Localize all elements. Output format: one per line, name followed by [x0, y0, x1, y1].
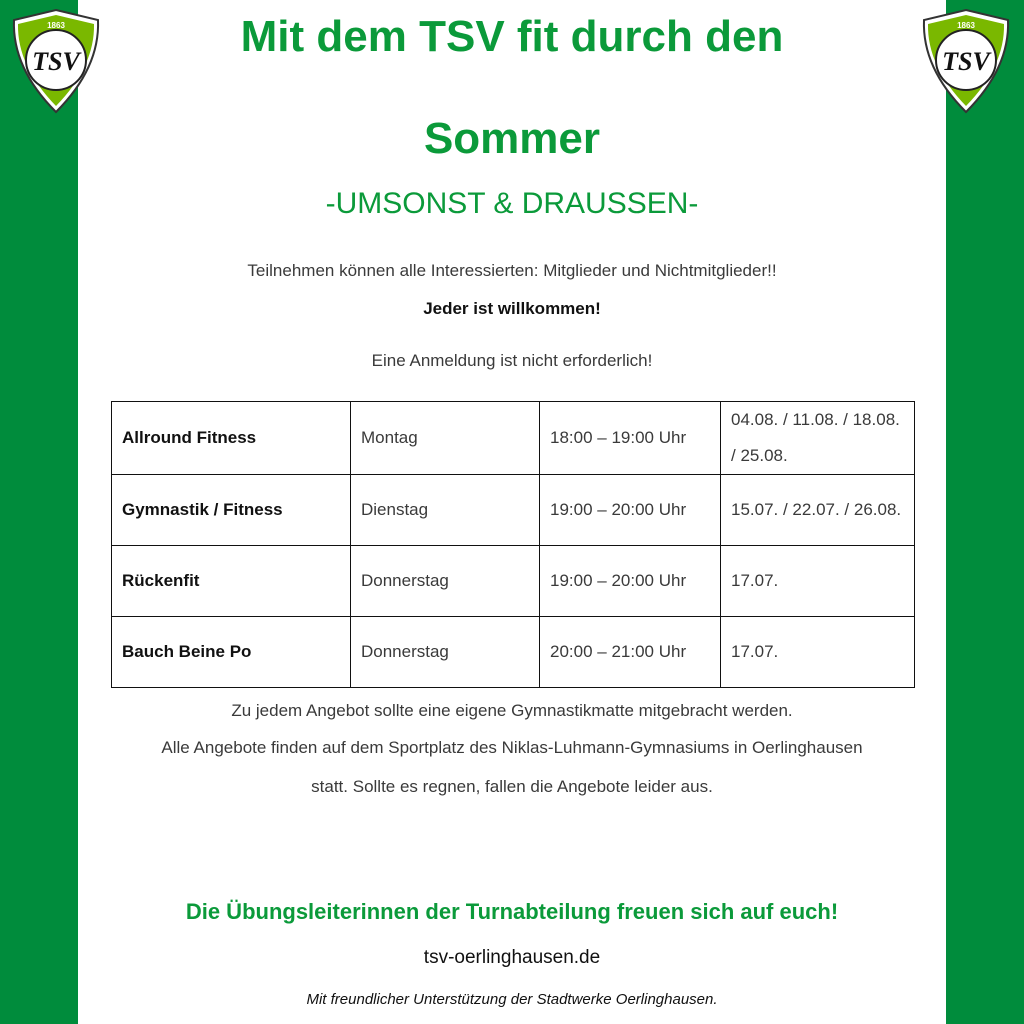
course-day: Dienstag: [351, 475, 540, 546]
svg-text:1863: 1863: [47, 21, 65, 30]
svg-text:TSV: TSV: [942, 47, 990, 76]
course-name: Bauch Beine Po: [112, 617, 351, 688]
table-row: [112, 617, 915, 688]
title-line-1: Mit dem TSV fit durch den: [240, 12, 784, 61]
right-green-bar: [946, 0, 1024, 1024]
subtitle: -UMSONST & DRAUSSEN-: [325, 187, 699, 220]
course-dates: 17.07.: [721, 617, 915, 688]
course-time: 20:00 – 21:00 Uhr: [540, 617, 721, 688]
course-name: Rückenfit: [112, 546, 351, 617]
course-day: Donnerstag: [351, 546, 540, 617]
course-dates: 15.07. / 22.07. / 26.08.: [721, 475, 915, 546]
note-rain: statt. Sollte es regnen, fallen die Angebote leider aus.: [311, 777, 713, 796]
course-name: Allround Fitness: [112, 402, 351, 475]
course-dates: 04.08. / 11.08. / 18.08. / 25.08.: [721, 402, 915, 475]
trainer-greeting: Die Übungsleiterinnen der Turnabteilung freuen sich auf euch!: [185, 899, 839, 924]
note-location: Alle Angebote finden auf dem Sportplatz des Niklas-Luhmann-Gymnasiums in Oerlinghausen: [161, 738, 863, 757]
intro-welcome: Jeder ist willkommen!: [423, 299, 601, 318]
table-row: [112, 475, 915, 546]
course-time: 19:00 – 20:00 Uhr: [540, 546, 721, 617]
course-time: 19:00 – 20:00 Uhr: [540, 475, 721, 546]
note-mat: Zu jedem Angebot sollte eine eigene Gymnastikmatte mitgebracht werden.: [231, 701, 793, 720]
page-title: [160, 10, 864, 166]
table-row: [112, 546, 915, 617]
table-row: [112, 402, 915, 475]
course-time: 18:00 – 19:00 Uhr: [540, 402, 721, 475]
title-line-2: Sommer: [423, 114, 601, 163]
tsv-logo-left: [10, 8, 102, 116]
svg-text:1863: 1863: [957, 21, 975, 30]
course-day: Montag: [351, 402, 540, 475]
intro-participants: Teilnehmen können alle Interessierten: Mitglieder und Nichtmitglieder!!: [247, 261, 777, 280]
course-dates: 17.07.: [721, 546, 915, 617]
course-day: Donnerstag: [351, 617, 540, 688]
website-link[interactable]: tsv-oerlinghausen.de: [423, 947, 601, 968]
tsv-logo-right: [920, 8, 1012, 116]
intro-no-registration: Eine Anmeldung ist nicht erforderlich!: [371, 351, 653, 370]
svg-text:TSV: TSV: [32, 47, 80, 76]
left-green-bar: [0, 0, 78, 1024]
schedule-table: [111, 401, 915, 688]
sponsor-note: Mit freundlicher Unterstützung der Stadtwerke Oerlinghausen.: [306, 991, 718, 1008]
course-name: Gymnastik / Fitness: [112, 475, 351, 546]
